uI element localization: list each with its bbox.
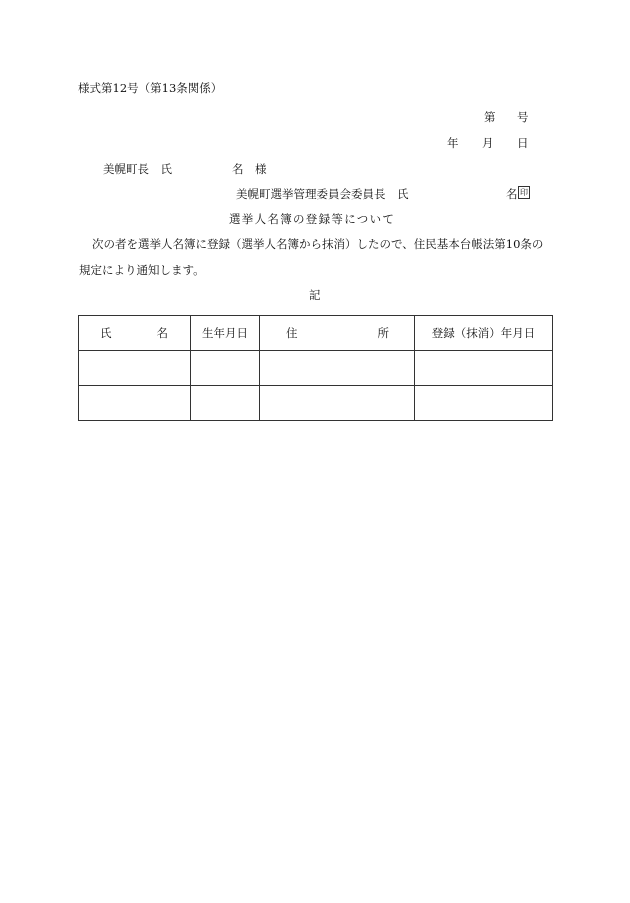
date-month-label: 月 bbox=[482, 136, 494, 150]
cell-address[interactable] bbox=[260, 351, 415, 386]
recipient-label: 美幌町長 氏 bbox=[103, 162, 172, 176]
recipient-name-label: 名 様 bbox=[232, 162, 267, 176]
doc-number-dai: 第 bbox=[484, 110, 496, 124]
seal-mark bbox=[518, 186, 530, 199]
cell-name[interactable] bbox=[79, 386, 191, 421]
table-header-row bbox=[79, 316, 553, 351]
header-registration-date: 登録（抹消）年月日 bbox=[415, 316, 553, 351]
doc-number-go: 号 bbox=[517, 110, 529, 124]
cell-registration-date[interactable] bbox=[415, 386, 553, 421]
date-day-label: 日 bbox=[517, 136, 529, 150]
sender-name-label: 名 bbox=[506, 187, 518, 201]
ki-label: 記 bbox=[309, 288, 321, 302]
registration-table bbox=[78, 315, 553, 421]
cell-name[interactable] bbox=[79, 351, 191, 386]
cell-birthdate[interactable] bbox=[191, 351, 260, 386]
cell-registration-date[interactable] bbox=[415, 351, 553, 386]
document-title: 選挙人名簿の登録等について bbox=[229, 212, 396, 226]
seal-text: 印 bbox=[520, 188, 528, 197]
body-line-1: 次の者を選挙人名簿に登録（選挙人名簿から抹消）したので、住民基本台帳法第10条の bbox=[92, 237, 544, 251]
cell-birthdate[interactable] bbox=[191, 386, 260, 421]
header-address: 住 所 bbox=[260, 316, 415, 351]
table-row bbox=[79, 351, 553, 386]
header-birthdate: 生年月日 bbox=[191, 316, 260, 351]
table-row bbox=[79, 386, 553, 421]
header-name: 氏 名 bbox=[79, 316, 191, 351]
sender-label: 美幌町選挙管理委員会委員長 氏 bbox=[236, 187, 409, 201]
date-year-label: 年 bbox=[447, 136, 459, 150]
form-number-label: 様式第12号（第13条関係） bbox=[78, 81, 223, 95]
body-line-2: 規定により通知します。 bbox=[79, 263, 205, 277]
cell-address[interactable] bbox=[260, 386, 415, 421]
